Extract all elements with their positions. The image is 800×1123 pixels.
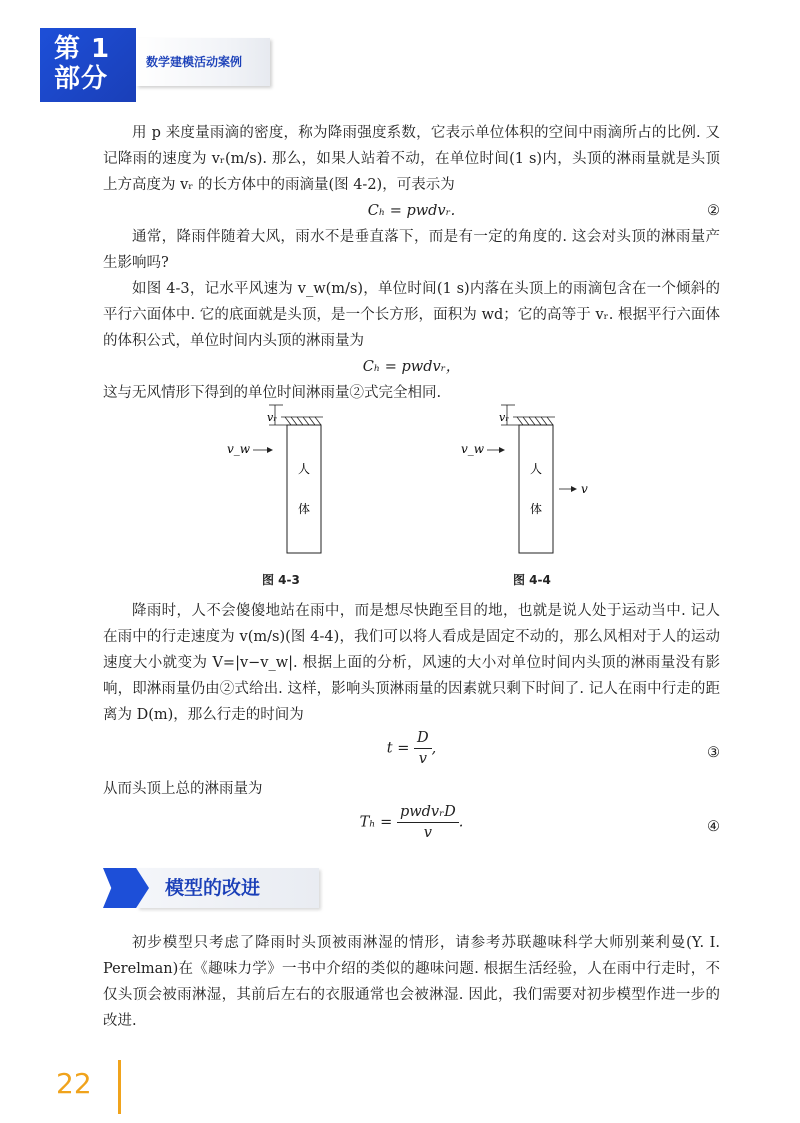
equation-3-fraction bbox=[414, 728, 432, 769]
equation-3-number: ③ bbox=[707, 745, 720, 761]
body-text-middle bbox=[103, 598, 720, 850]
section-title: 模型的改进 bbox=[137, 868, 319, 908]
equation-3-numerator: D bbox=[414, 728, 432, 749]
body-text-bottom bbox=[103, 930, 720, 1034]
equation-4-denominator: v bbox=[423, 825, 432, 841]
body-char-1: 人 bbox=[530, 462, 543, 476]
body-char-1: 人 bbox=[298, 462, 311, 476]
figure-4-4-caption: 图 4-4 bbox=[513, 573, 551, 587]
vr-label: vᵣ bbox=[267, 411, 278, 424]
equation-3-lhs: t = bbox=[386, 740, 410, 757]
equation-4-fraction bbox=[397, 802, 459, 843]
paragraph-rain-density: 用 p 来度量雨滴的密度，称为降雨强度系数，它表示单位体积的空间中雨滴所占的比例. 又记降雨的速度为 vᵣ(m/s). 那么，如果人站着不动，在单位时间(1 s)内，头顶的淋雨量就是头顶上方高度为 vᵣ 的长方体中的雨滴量(图 4-2)，可表示为 bbox=[103, 125, 720, 193]
rain-hatching bbox=[513, 417, 555, 425]
body-char-2: 体 bbox=[298, 502, 311, 516]
section-heading bbox=[103, 868, 319, 908]
vw-label: v_w bbox=[461, 442, 485, 456]
equation-3-tail: , bbox=[431, 740, 437, 757]
figure-4-4 bbox=[455, 395, 605, 565]
rain-hatching bbox=[281, 417, 323, 425]
equation-4-numerator: pwdvᵣD bbox=[397, 802, 459, 823]
equation-3 bbox=[103, 728, 720, 776]
v-label: v bbox=[581, 482, 588, 496]
part-badge bbox=[40, 28, 136, 102]
equation-unnumbered bbox=[103, 354, 720, 380]
body-char-2: 体 bbox=[530, 502, 543, 516]
paragraph-moving-person: 降雨时，人不会傻傻地站在雨中，而是想尽快跑至目的地，也就是说人处于运动当中. 记人在雨中的行走速度为 v(m/s)(图 4-4)，我们可以将人看成是固定不动的，那么风相对于人的运动速度大小就变为 V=|v−v_w|. 根据上面的分析，风速的大小对单位时间内头顶的淋雨量没有影响，即淋雨量仍由②式给出. 这样，影响头顶淋雨量的因素就只剩下时间了. 记人在雨中行走的距离为 D(m)，那么行走的时间为 bbox=[103, 603, 720, 723]
vr-label: vᵣ bbox=[499, 411, 510, 424]
equation-4-tail: . bbox=[458, 814, 464, 831]
equation-4-lhs: Tₕ = bbox=[359, 814, 393, 831]
part-subtitle: 数学建模活动案例 bbox=[136, 38, 270, 86]
page-number: 22 bbox=[56, 1067, 92, 1100]
paragraph-total-rain: 从而头顶上总的淋雨量为 bbox=[103, 781, 263, 797]
paragraph-parallelepiped: 如图 4-3，记水平风速为 v_w(m/s)，单位时间(1 s)内落在头顶上的雨滴包含在一个倾斜的平行六面体中. 它的底面就是头顶，是一个长方形，面积为 wd；它的高等于 vᵣ. 根据平行六面体的体积公式，单位时间内头顶的淋雨量为 bbox=[103, 281, 720, 349]
part-number: 第 1 bbox=[54, 34, 111, 64]
paragraph-model-improvement: 初步模型只考虑了降雨时头顶被雨淋湿的情形，请参考苏联趣味科学大师别莱利曼(Y. I. Perelman)在《趣味力学》一书中介绍的类似的趣味问题. 根据生活经验，人在雨中行走时，不仅头顶会被雨淋湿，其前后左右的衣服通常也会被淋湿. 因此，我们需要对初步模型作进一步的改进. bbox=[103, 935, 720, 1029]
equation-unnumbered-formula: Cₕ = pwdvᵣ， bbox=[362, 359, 461, 375]
equation-2-formula: Cₕ = pwdvᵣ. bbox=[367, 203, 456, 219]
vw-label: v_w bbox=[227, 442, 251, 456]
page-number-divider bbox=[118, 1060, 121, 1114]
paragraph-wind-question: 通常，降雨伴随着大风，雨水不是垂直落下，而是有一定的角度的. 这会对头顶的淋雨量产生影响吗? bbox=[103, 229, 720, 271]
body-rectangle bbox=[287, 425, 321, 553]
part-word: 部分 bbox=[54, 64, 109, 94]
equation-4-number: ④ bbox=[707, 819, 720, 835]
figure-4-3 bbox=[225, 395, 355, 565]
body-text-top bbox=[103, 120, 720, 406]
equation-2-number: ② bbox=[707, 203, 720, 219]
equation-2 bbox=[103, 198, 720, 224]
equation-3-denominator: v bbox=[418, 751, 427, 767]
body-rectangle bbox=[519, 425, 553, 553]
equation-4 bbox=[103, 802, 720, 850]
figure-4-3-caption: 图 4-3 bbox=[262, 573, 300, 587]
paragraph-same-result: 这与无风情形下得到的单位时间淋雨量②式完全相同. bbox=[103, 385, 442, 401]
